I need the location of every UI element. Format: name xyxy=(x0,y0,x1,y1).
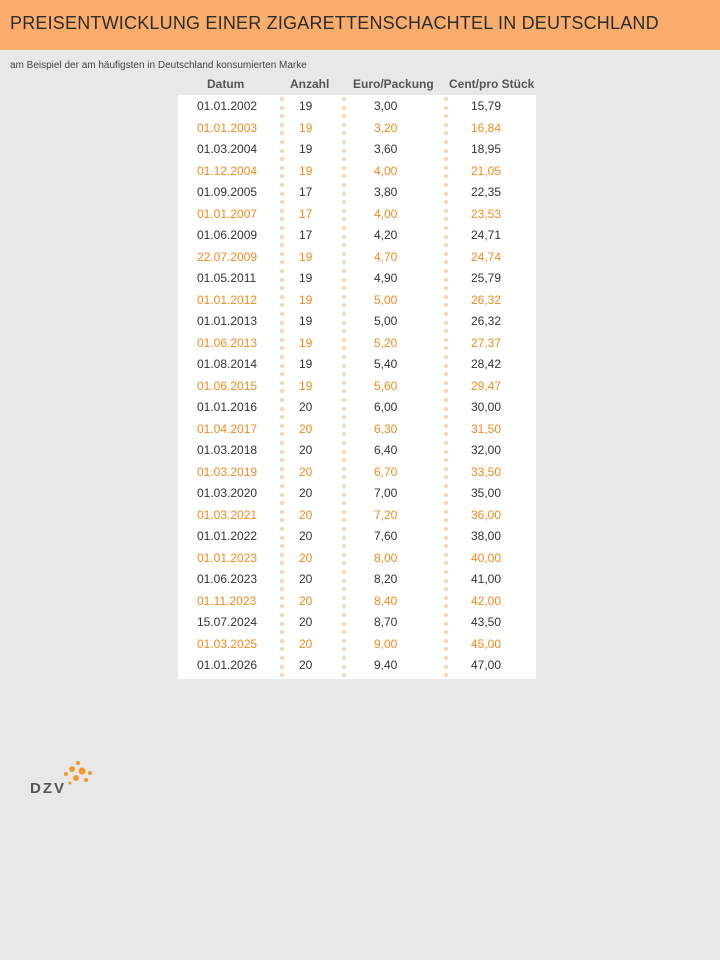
cell-date: 01.03.2019 xyxy=(197,464,258,479)
column-separator xyxy=(279,95,285,679)
table-row xyxy=(178,267,536,289)
cell-date: 01.03.2025 xyxy=(197,636,258,651)
cell-count: 19 xyxy=(299,292,313,307)
column-header-count: Anzahl xyxy=(290,77,330,91)
cell-euro: 6,40 xyxy=(374,443,398,457)
cell-date: 01.05.2011 xyxy=(197,271,257,285)
cell-count: 19 xyxy=(299,120,313,135)
table-row xyxy=(178,224,536,246)
cell-date: 01.01.2012 xyxy=(197,292,258,307)
cell-euro: 3,20 xyxy=(374,120,398,135)
cell-euro: 7,00 xyxy=(374,486,398,500)
cell-euro: 6,70 xyxy=(374,464,398,479)
table-row xyxy=(178,396,536,418)
cell-euro: 4,00 xyxy=(374,163,398,178)
cell-date: 22.07.2009 xyxy=(197,249,258,264)
table-row xyxy=(178,138,536,160)
cell-count: 20 xyxy=(299,550,313,565)
cell-cent: 36,00 xyxy=(471,507,502,522)
table-row xyxy=(178,95,536,117)
table-row xyxy=(178,547,536,569)
cell-euro: 5,20 xyxy=(374,335,398,350)
table-row xyxy=(178,117,536,139)
table-row xyxy=(178,633,536,655)
cell-date: 01.08.2014 xyxy=(197,357,258,371)
cell-count: 20 xyxy=(299,421,313,436)
cell-count: 20 xyxy=(299,507,313,522)
cell-cent: 42,00 xyxy=(471,593,502,608)
cell-date: 01.06.2013 xyxy=(197,335,258,350)
table-row xyxy=(178,181,536,203)
cell-cent: 31,50 xyxy=(471,421,502,436)
table-row xyxy=(178,310,536,332)
column-header-date: Datum xyxy=(207,77,245,91)
cell-cent: 43,50 xyxy=(471,615,502,629)
table-row xyxy=(178,439,536,461)
cell-count: 17 xyxy=(299,185,313,199)
cell-cent: 28,42 xyxy=(471,357,502,371)
cell-count: 20 xyxy=(299,443,313,457)
cell-date: 15.07.2024 xyxy=(197,615,258,629)
table-row xyxy=(178,375,536,397)
table-row xyxy=(178,590,536,612)
table-row xyxy=(178,611,536,633)
logo-text: DZV xyxy=(30,780,66,797)
cell-euro: 3,60 xyxy=(374,142,398,156)
cell-date: 01.03.2018 xyxy=(197,443,258,457)
cell-euro: 4,00 xyxy=(374,206,398,221)
cell-cent: 24,74 xyxy=(471,249,502,264)
cell-date: 01.01.2002 xyxy=(197,99,258,113)
cell-euro: 9,00 xyxy=(374,636,398,651)
cell-cent: 27,37 xyxy=(471,335,502,350)
cell-cent: 15,79 xyxy=(471,99,502,113)
cell-date: 01.01.2016 xyxy=(197,400,258,414)
cell-cent: 21,05 xyxy=(471,163,502,178)
cell-count: 19 xyxy=(299,99,313,113)
cell-euro: 8,70 xyxy=(374,615,398,629)
page-subtitle: am Beispiel der am häufigsten in Deutschland konsumierten Marke xyxy=(10,60,307,71)
dzv-logo-dots-icon xyxy=(62,760,96,790)
cell-date: 01.06.2023 xyxy=(197,572,258,586)
table-row xyxy=(178,203,536,225)
cell-euro: 6,00 xyxy=(374,400,398,414)
cell-date: 01.03.2020 xyxy=(197,486,258,500)
cell-date: 01.01.2003 xyxy=(197,120,258,135)
dzv-logo xyxy=(30,760,100,800)
cell-euro: 3,80 xyxy=(374,185,398,199)
table-row xyxy=(178,654,536,676)
cell-count: 20 xyxy=(299,615,313,629)
cell-cent: 24,71 xyxy=(471,228,502,242)
cell-date: 01.04.2017 xyxy=(197,421,258,436)
cell-euro: 8,00 xyxy=(374,550,398,565)
cell-date: 01.01.2007 xyxy=(197,206,258,221)
table-row xyxy=(178,461,536,483)
cell-date: 01.09.2005 xyxy=(197,185,258,199)
cell-date: 01.12.2004 xyxy=(197,163,258,178)
cell-count: 20 xyxy=(299,572,313,586)
cell-euro: 7,60 xyxy=(374,529,398,543)
cell-date: 01.01.2026 xyxy=(197,658,258,672)
cell-cent: 29,47 xyxy=(471,378,502,393)
cell-cent: 26,32 xyxy=(471,314,502,328)
cell-count: 19 xyxy=(299,378,313,393)
table-row xyxy=(178,160,536,182)
cell-count: 20 xyxy=(299,486,313,500)
cell-count: 19 xyxy=(299,335,313,350)
cell-cent: 32,00 xyxy=(471,443,502,457)
cell-euro: 4,20 xyxy=(374,228,398,242)
cell-count: 20 xyxy=(299,400,313,414)
cell-cent: 26,32 xyxy=(471,292,502,307)
cell-cent: 41,00 xyxy=(471,572,502,586)
cell-cent: 33,50 xyxy=(471,464,502,479)
table-row xyxy=(178,568,536,590)
table-row xyxy=(178,353,536,375)
cell-count: 20 xyxy=(299,464,313,479)
table-row xyxy=(178,246,536,268)
cell-euro: 8,40 xyxy=(374,593,398,608)
column-separator xyxy=(341,95,347,679)
cell-euro: 9,40 xyxy=(374,658,398,672)
column-separator xyxy=(443,95,449,679)
cell-cent: 30,00 xyxy=(471,400,502,414)
page-title: PREISENTWICKLUNG EINER ZIGARETTENSCHACHTEL IN DEUTSCHLAND xyxy=(10,13,659,33)
cell-euro: 7,20 xyxy=(374,507,398,522)
cell-euro: 5,60 xyxy=(374,378,398,393)
cell-date: 01.01.2023 xyxy=(197,550,258,565)
cell-cent: 40,00 xyxy=(471,550,502,565)
table-row xyxy=(178,418,536,440)
cell-count: 19 xyxy=(299,314,313,328)
cell-count: 19 xyxy=(299,357,313,371)
table-row xyxy=(178,482,536,504)
cell-count: 20 xyxy=(299,593,313,608)
cell-euro: 4,90 xyxy=(374,271,398,285)
cell-date: 01.06.2015 xyxy=(197,378,258,393)
cell-euro: 5,00 xyxy=(374,292,398,307)
cell-date: 01.01.2022 xyxy=(197,529,258,543)
cell-count: 19 xyxy=(299,271,313,285)
cell-count: 17 xyxy=(299,206,313,221)
cell-cent: 23,53 xyxy=(471,206,502,221)
title-bar xyxy=(0,0,720,50)
table-row xyxy=(178,289,536,311)
cell-date: 01.01.2013 xyxy=(197,314,258,328)
table-row xyxy=(178,332,536,354)
cell-count: 20 xyxy=(299,658,313,672)
cell-cent: 35,00 xyxy=(471,486,502,500)
cell-cent: 25,79 xyxy=(471,271,502,285)
cell-cent: 18,95 xyxy=(471,142,502,156)
cell-euro: 6,30 xyxy=(374,421,398,436)
cell-euro: 4,70 xyxy=(374,249,398,264)
cell-euro: 5,40 xyxy=(374,357,398,371)
column-headers xyxy=(178,77,536,93)
cell-count: 19 xyxy=(299,163,313,178)
cell-date: 01.06.2009 xyxy=(197,228,258,242)
table-row xyxy=(178,504,536,526)
cell-count: 20 xyxy=(299,636,313,651)
cell-cent: 38,00 xyxy=(471,529,502,543)
cell-cent: 45,00 xyxy=(471,636,502,651)
cell-cent: 47,00 xyxy=(471,658,502,672)
cell-date: 01.03.2021 xyxy=(197,507,258,522)
cell-count: 19 xyxy=(299,249,313,264)
cell-cent: 22,35 xyxy=(471,185,502,199)
cell-count: 19 xyxy=(299,142,313,156)
column-header-euro: Euro/Packung xyxy=(353,77,434,91)
cell-cent: 16,84 xyxy=(471,120,502,135)
column-header-cent: Cent/pro Stück xyxy=(449,77,535,91)
cell-date: 01.11.2023 xyxy=(197,593,257,608)
cell-euro: 5,00 xyxy=(374,314,398,328)
cell-euro: 3,00 xyxy=(374,99,398,113)
table-row xyxy=(178,525,536,547)
price-table xyxy=(178,95,536,679)
cell-euro: 8,20 xyxy=(374,572,398,586)
cell-date: 01.03.2004 xyxy=(197,142,258,156)
cell-count: 17 xyxy=(299,228,313,242)
cell-count: 20 xyxy=(299,529,313,543)
